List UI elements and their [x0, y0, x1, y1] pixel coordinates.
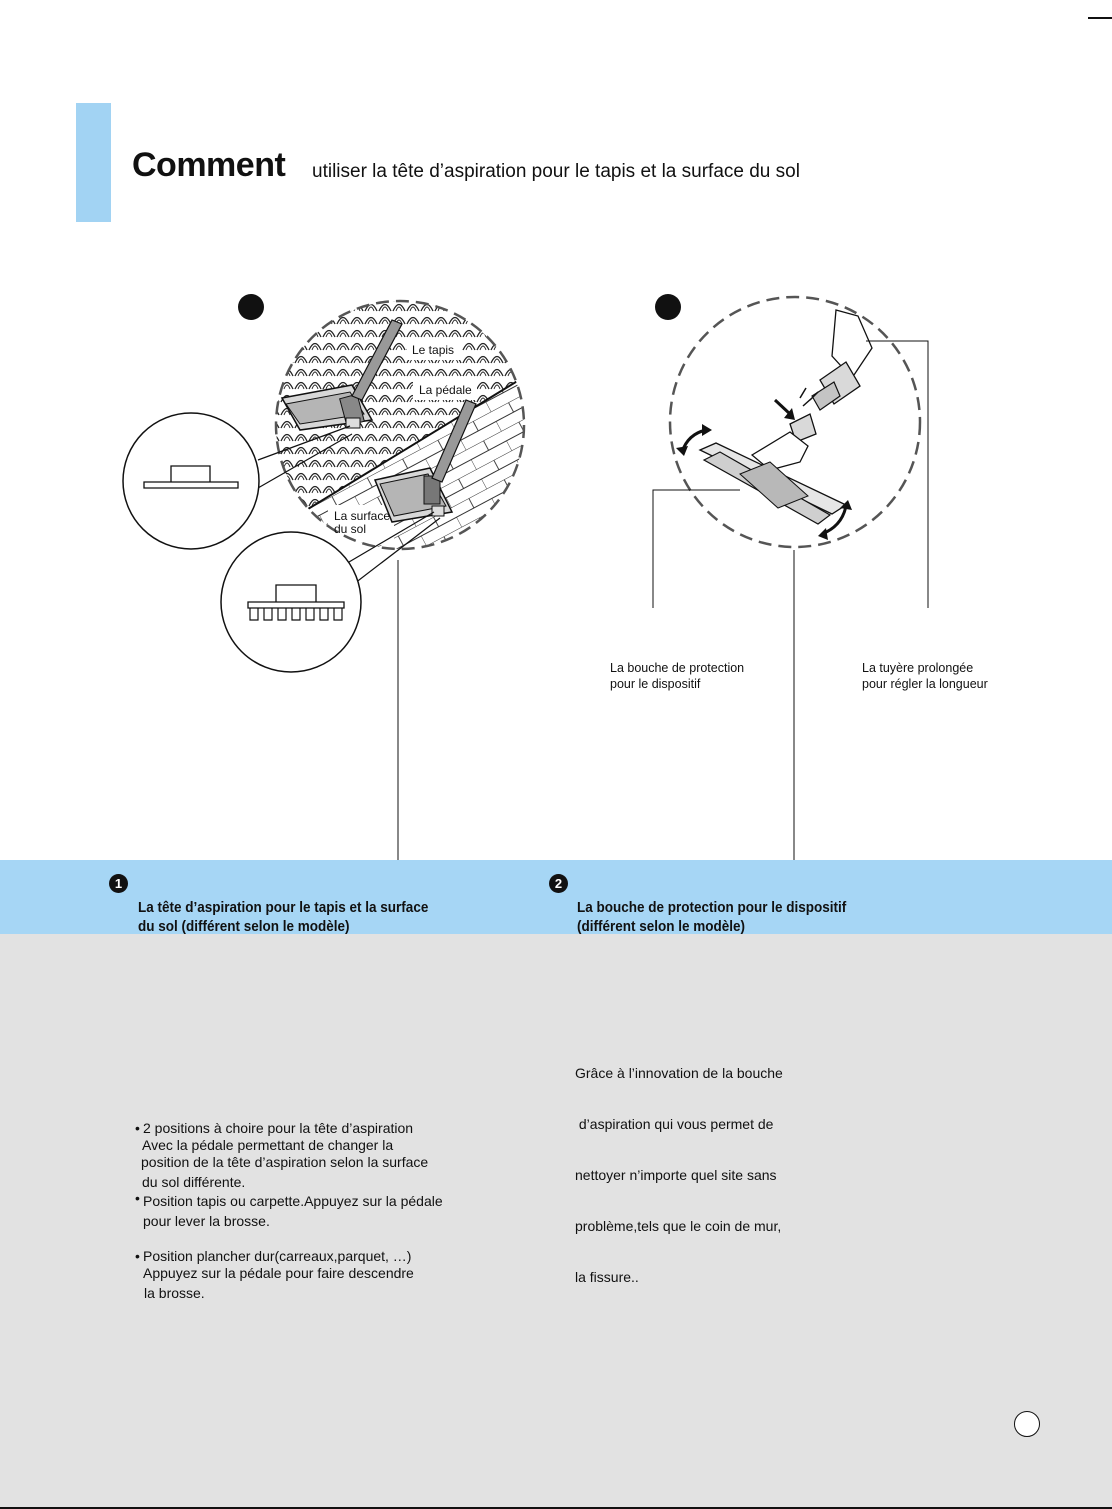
figure-1-marker: [238, 294, 264, 320]
bullet-line: Position tapis ou carpette.Appuyez sur la pédale: [143, 1193, 443, 1209]
section-2-body: [575, 1031, 783, 1303]
caption-extension-tube-line1: La tuyère prolongée: [862, 661, 974, 675]
caption-extension-tube: [862, 660, 988, 692]
bullet-line: position de la tête d’aspiration selon la surface: [141, 1154, 429, 1170]
figure-2-marker: [655, 294, 681, 320]
caption-protective-nozzle: [610, 660, 744, 692]
section-1-bullet: • Position tapis ou carpette.Appuyez sur la pédale pour lever la brosse.: [135, 1190, 443, 1229]
label-carpet: Le tapis: [412, 343, 455, 357]
bullet-line: 2 positions à choire pour la tête d’aspiration: [143, 1120, 414, 1136]
bullet-line: pour lever la brosse.: [143, 1213, 270, 1229]
caption-protective-nozzle-line2: pour le dispositif: [610, 677, 701, 691]
section-2-heading-line2: (différent selon le modèle): [577, 918, 746, 935]
bullet-line: du sol différente.: [142, 1174, 246, 1190]
section-2-heading: [577, 898, 846, 936]
label-pedal: La pédale: [419, 383, 472, 397]
page-title: Comment: [132, 146, 286, 184]
body-line: la fissure..: [575, 1269, 639, 1285]
body-line: nettoyer n’importe quel site sans: [575, 1167, 777, 1183]
body-line: d’aspiration qui vous permet de: [575, 1116, 774, 1132]
caption-extension-tube-line2: pour régler la longueur: [862, 677, 988, 691]
section-1-bullet: • Position plancher dur(carreaux,parquet, …) Appuyez sur la pédale pour faire descendre la brosse.: [135, 1248, 443, 1302]
section-1-heading: [138, 898, 428, 936]
body-line: Grâce à l’innovation de la bouche: [575, 1065, 783, 1081]
page-subtitle: utiliser la tête d’aspiration pour le tapis et la surface du sol: [312, 161, 800, 182]
section-2-heading-line1: La bouche de protection pour le dispositif: [577, 899, 847, 916]
left-detail-circle: [270, 295, 560, 555]
section-1-bullet: • 2 positions à choire pour la tête d’aspiration Avec la pédale permettant de changer la position de la tête d’aspiration selon la surface du sol différente.: [135, 1120, 443, 1191]
label-floor-line2: du sol: [334, 522, 367, 536]
page-number-circle: [1014, 1411, 1040, 1437]
bullet-line: Appuyez sur la pédale pour faire descendre: [143, 1265, 414, 1281]
inset-brush-up: [123, 413, 259, 549]
bullet-line: Position plancher dur(carreaux,parquet, …): [143, 1248, 412, 1264]
section-2-number: 2: [549, 874, 568, 893]
bullet-line: Avec la pédale permettant de changer la: [142, 1137, 394, 1153]
section-1-heading-line2: du sol (différent selon le modèle): [138, 918, 350, 935]
section-1-number: 1: [109, 874, 128, 893]
label-floor-line1: La surface: [334, 509, 391, 523]
caption-protective-nozzle-line1: La bouche de protection: [610, 661, 745, 675]
section-1-heading-line1: La tête d’aspiration pour le tapis et la surface: [138, 899, 429, 916]
bullet-line: la brosse.: [144, 1285, 205, 1301]
section-1-body: [135, 1120, 443, 1302]
body-line: problème,tels que le coin de mur,: [575, 1218, 782, 1234]
